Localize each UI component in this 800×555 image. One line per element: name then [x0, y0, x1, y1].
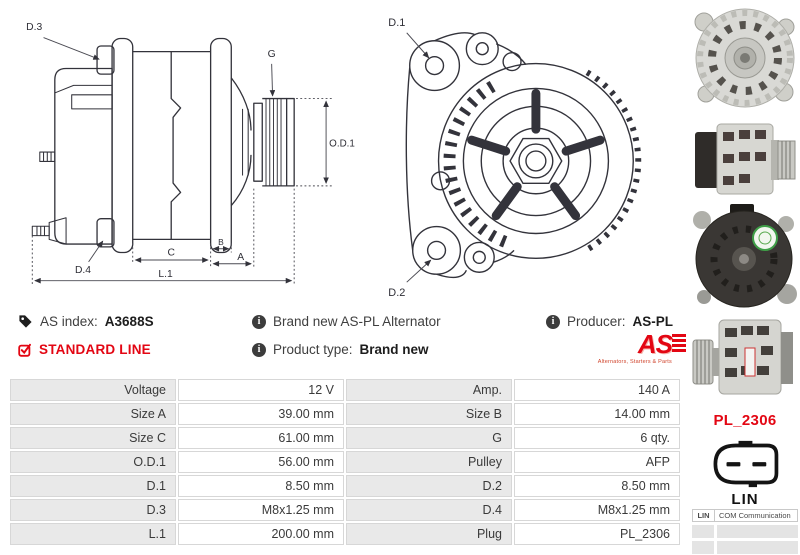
as-index-label: AS index: [40, 314, 98, 329]
spec-label: D.3 [10, 499, 176, 521]
dim-label-b: B [218, 236, 224, 247]
checkbox-check-icon [18, 343, 32, 357]
product-photo-rear [692, 202, 798, 312]
info-icon: i [252, 315, 266, 329]
spec-label: Pulley [346, 451, 512, 473]
plug-pin-label: LIN [731, 491, 759, 508]
dim-label-c: C [167, 247, 175, 259]
logo-text: AS [637, 329, 672, 359]
dim-label-od1: O.D.1 [329, 138, 355, 150]
product-photo-front [692, 2, 798, 112]
spec-label: G [346, 427, 512, 449]
alternator-front-outline [406, 33, 638, 278]
dim-label-d1: D.1 [388, 16, 406, 29]
spec-value: AFP [514, 451, 680, 473]
table-row [10, 451, 680, 473]
dim-label-g: G [267, 49, 276, 61]
dim-label-d3: D.3 [26, 22, 43, 34]
logo-stripes-icon [672, 334, 686, 354]
product-description: Brand new AS-PL Alternator [273, 314, 441, 329]
standard-line-badge: STANDARD LINE [39, 342, 151, 357]
alternator-side-outline [32, 38, 294, 252]
spec-label: Amp. [346, 379, 512, 401]
spec-value: 56.00 mm [178, 451, 344, 473]
spec-label: D.1 [10, 475, 176, 497]
spec-value: 12 V [178, 379, 344, 401]
logo-tagline: Alternators, Starters & Parts [597, 359, 672, 365]
product-type-label: Product type: [273, 342, 353, 357]
description-row [252, 314, 441, 329]
spec-label: Voltage [10, 379, 176, 401]
info-icon: i [252, 343, 266, 357]
spec-value: 61.00 mm [178, 427, 344, 449]
spec-label: D.4 [346, 499, 512, 521]
product-photo-side [692, 116, 798, 200]
info-icon: i [546, 315, 560, 329]
table-row [10, 499, 680, 521]
dim-label-d4: D.4 [74, 265, 92, 277]
as-index-value: A3688S [104, 314, 154, 329]
tag-icon [18, 314, 33, 329]
plug-table-header-pin: LIN [693, 510, 715, 521]
as-pl-logo [594, 329, 672, 365]
spec-value: 39.00 mm [178, 403, 344, 425]
dim-label-d2: D.2 [388, 287, 406, 300]
product-photo-angled [692, 314, 798, 400]
plug-pinout-table [692, 509, 798, 554]
producer-label: Producer: [566, 314, 626, 329]
spec-label: Plug [346, 523, 512, 545]
plug-table-header-desc: COM Communication [719, 511, 791, 520]
spec-value: 6 qty. [514, 427, 680, 449]
dim-label-l1: L.1 [158, 268, 173, 280]
plug-table-header [692, 509, 798, 522]
spec-label: Size C [10, 427, 176, 449]
plug-connector-icon [708, 438, 782, 490]
spec-value: 200.00 mm [178, 523, 344, 545]
spec-value: 8.50 mm [514, 475, 680, 497]
spec-label: Size A [10, 403, 176, 425]
standard-line-row [18, 342, 151, 357]
plug-table-row [692, 541, 798, 554]
spec-value: M8x1.25 mm [178, 499, 344, 521]
spec-label: Size B [346, 403, 512, 425]
spec-label: O.D.1 [10, 451, 176, 473]
as-index-row [18, 314, 154, 329]
spec-value: PL_2306 [514, 523, 680, 545]
plug-name: PL_2306 [713, 412, 777, 429]
spec-table [8, 377, 682, 547]
spec-value: 8.50 mm [178, 475, 344, 497]
spec-label: D.2 [346, 475, 512, 497]
plug-table-row [692, 525, 798, 538]
table-row [10, 403, 680, 425]
side-view-drawing [6, 4, 358, 302]
product-type-row [252, 342, 429, 357]
table-row [10, 379, 680, 401]
producer-value: AS-PL [632, 314, 673, 329]
spec-label: L.1 [10, 523, 176, 545]
producer-row [546, 314, 673, 329]
table-row [10, 523, 680, 545]
table-row [10, 475, 680, 497]
table-row [10, 427, 680, 449]
spec-value: 14.00 mm [514, 403, 680, 425]
product-type-value: Brand new [359, 342, 429, 357]
spec-value: M8x1.25 mm [514, 499, 680, 521]
spec-value: 140 A [514, 379, 680, 401]
front-view-drawing [362, 2, 680, 310]
dim-label-a: A [237, 252, 245, 264]
